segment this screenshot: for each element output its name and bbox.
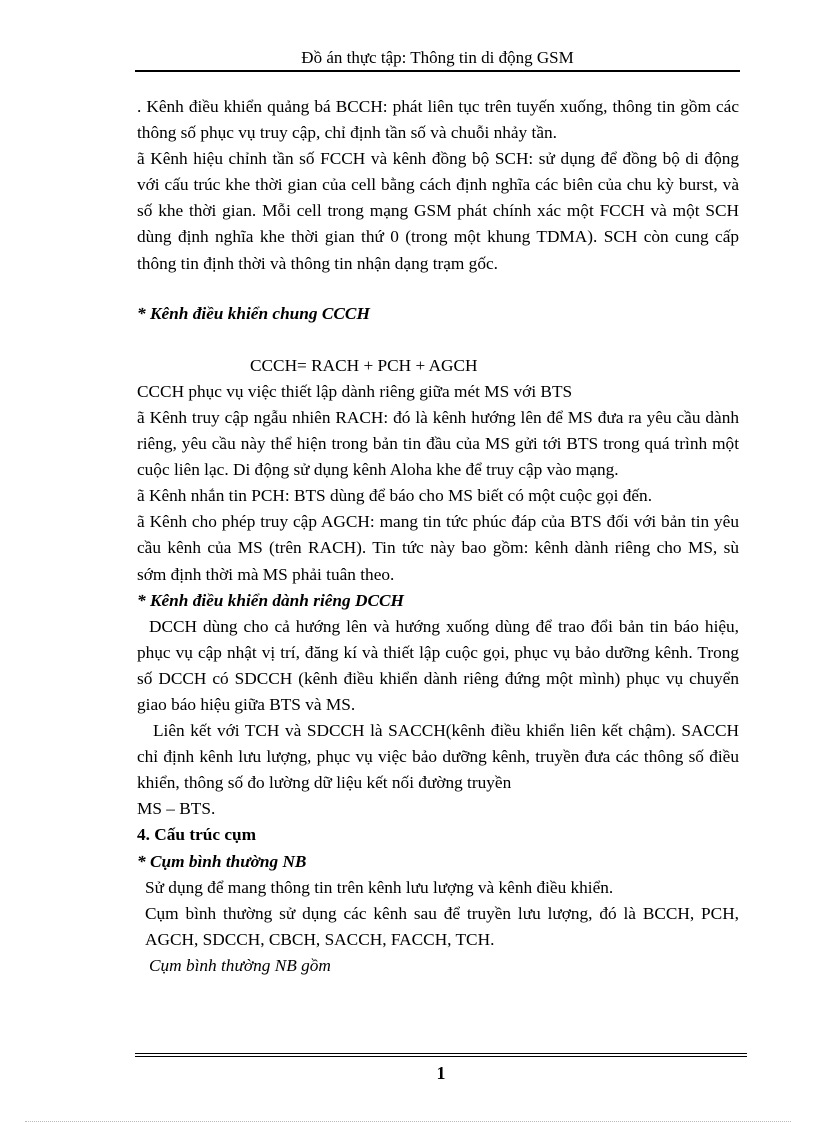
footer-divider-bottom	[135, 1056, 747, 1057]
paragraph-fcch-sch: ã Kênh hiệu chỉnh tần số FCCH và kênh đồng bộ SCH: sử dụng để đồng bộ di động với cấu trúc khe thời gian của cell bằng cách định nghĩa các biên của chu kỳ burst, và số khe thời gian. Mỗi cell trong mạng GSM phát chính xác một FCCH và một SCH dùng định nghĩa khe thời gian thứ 0 (trong một khung TDMA). SCH còn cung cấp thông tin định thời và thông tin nhận dạng trạm gốc.	[137, 149, 739, 273]
header-divider	[135, 70, 740, 72]
paragraph-ccch-desc: CCCH phục vụ việc thiết lập dành riêng giữa mét MS với BTS	[137, 381, 573, 401]
heading-ccch: * Kênh điều khiển chung CCCH	[137, 303, 370, 323]
page-number: 1	[436, 1063, 446, 1083]
page-bottom-border	[25, 1121, 791, 1122]
paragraph-pch: ã Kênh nhắn tin PCH: BTS dùng để báo cho MS biết có một cuộc gọi đến.	[137, 486, 653, 506]
paragraph-ms-bts: MS – BTS.	[137, 799, 216, 819]
page-header-title: Đồ án thực tập: Thông tin di động GSM	[301, 48, 574, 67]
heading-normal-burst: * Cụm bình thường NB	[137, 851, 307, 871]
paragraph-rach: ã Kênh truy cập ngẫu nhiên RACH: đó là kênh hướng lên để MS đưa ra yêu cầu dành riêng, yêu cầu này thể hiện trong bản tin đầu của MS gửi tới BTS trong quá trình một cuộc liên lạc. Di động sử dụng kênh Aloha khe để truy cập vào mạng.	[137, 407, 739, 480]
footer-divider-top	[135, 1053, 747, 1054]
paragraph-bcch: . Kênh điều khiển quảng bá BCCH: phát liên tục trên tuyến xuống, thông tin gồm các thông số phục vụ truy cập, chỉ định tần số và chuỗi nhảy tần.	[137, 97, 739, 143]
paragraph-dcch: DCCH dùng cho cả hướng lên và hướng xuống dùng để trao đổi bản tin báo hiệu, phục vụ cập nhật vị trí, đăng kí và thiết lập cuộc gọi, phục vụ bảo dưỡng kênh. Trong số DCCH có SDCCH (kênh điều khiển dành riêng đứng một mình) phục vụ chuyển giao báo hiệu giữa BTS và MS.	[137, 616, 739, 714]
paragraph-sacch: Liên kết với TCH và SDCCH là SACCH(kênh điều khiển liên kết chậm). SACCH chỉ định kênh lưu lượng, phục vụ việc bảo dưỡng kênh, truyền đưa các thông số điều khiển, thông số đo lường dữ liệu kết nối đường truyền	[137, 721, 739, 793]
heading-burst-structure: 4. Cấu trúc cụm	[137, 825, 257, 845]
formula-ccch: CCCH= RACH + PCH + AGCH	[250, 355, 478, 375]
paragraph-agch: ã Kênh cho phép truy cập AGCH: mang tin tức phúc đáp của BTS đối với bản tin yêu cầu kênh của MS (trên RACH). Tin tức này bao gồm: kênh dành riêng cho MS, sù sớm định thời mà MS phải tuân theo.	[137, 512, 739, 584]
paragraph-nb-usage: Sử dụng để mang thông tin trên kênh lưu lượng và kênh điều khiển.	[145, 877, 614, 897]
paragraph-nb-channels: Cụm bình thường sử dụng các kênh sau để truyền lưu lượng, đó là BCCH, PCH, AGCH, SDCCH, CBCH, SACCH, FACCH, TCH.	[145, 903, 739, 949]
paragraph-nb-composition: Cụm bình thường NB gồm	[149, 955, 331, 975]
heading-dcch: * Kênh điều khiển dành riêng DCCH	[137, 590, 404, 610]
document-body	[137, 94, 739, 979]
